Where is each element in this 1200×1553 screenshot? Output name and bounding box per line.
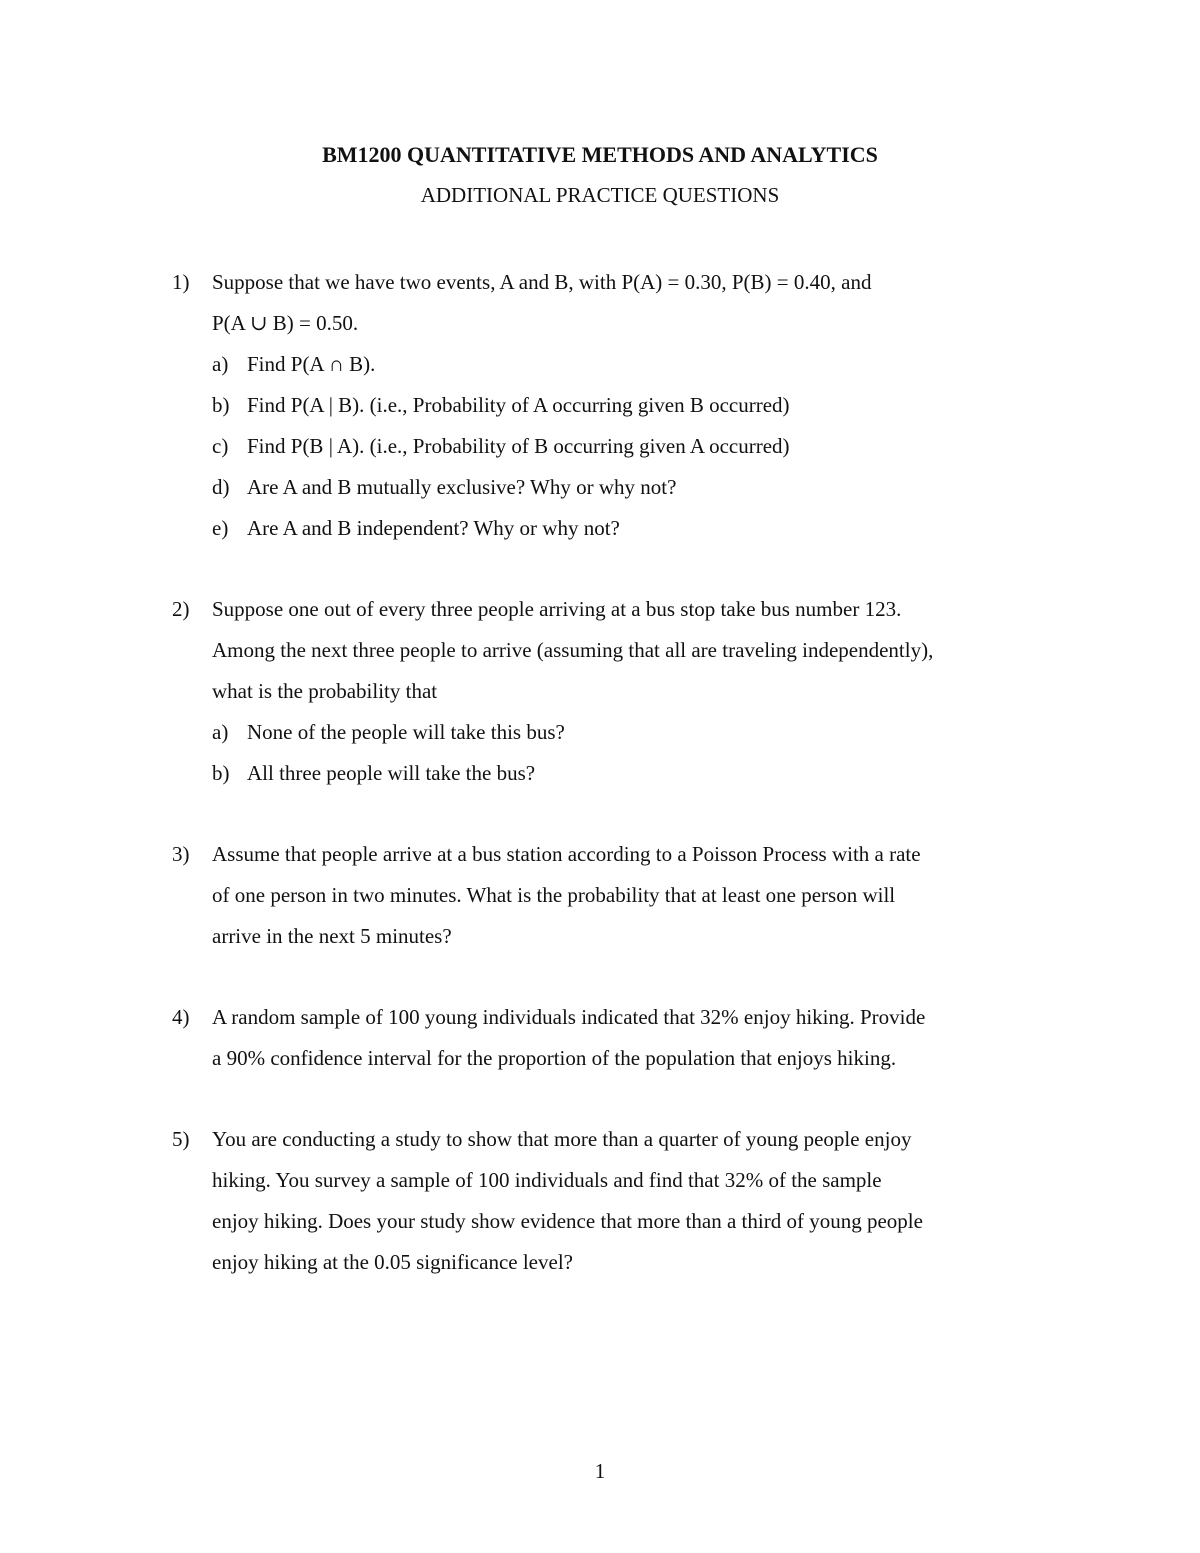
question-3 xyxy=(172,834,1042,957)
question-text-line: Among the next three people to arrive (assuming that all are traveling independently), xyxy=(212,638,934,662)
question-1 xyxy=(172,262,1042,549)
sub-question-text: None of the people will take this bus? xyxy=(247,720,565,744)
sub-question-text: Find P(A ∩ B). xyxy=(247,352,376,376)
question-text-line: a 90% confidence interval for the proportion of the population that enjoys hiking. xyxy=(212,1046,897,1070)
question-number: 3) xyxy=(172,842,190,866)
sub-question xyxy=(212,344,1042,385)
question-body xyxy=(212,997,1042,1079)
question-body xyxy=(212,1119,1042,1283)
question-5 xyxy=(172,1119,1042,1283)
sub-question-text: All three people will take the bus? xyxy=(247,761,536,785)
question-text-line: enjoy hiking at the 0.05 significance level? xyxy=(212,1250,573,1274)
question-text-line: arrive in the next 5 minutes? xyxy=(212,924,452,948)
sub-question xyxy=(212,426,1042,467)
sub-question-label: a) xyxy=(212,352,229,376)
question-text-line: of one person in two minutes. What is the probability that at least one person will xyxy=(212,883,896,907)
question-text-line: what is the probability that xyxy=(212,679,438,703)
sub-question-label: e) xyxy=(212,516,229,540)
sub-question-label: a) xyxy=(212,720,229,744)
question-text-line: Suppose one out of every three people arriving at a bus stop take bus number 123. xyxy=(212,597,902,621)
question-text-line: hiking. You survey a sample of 100 individuals and find that 32% of the sample xyxy=(212,1168,882,1192)
sub-question xyxy=(212,508,1042,549)
sub-question xyxy=(212,753,1042,794)
sub-question-text: Are A and B independent? Why or why not? xyxy=(247,516,620,540)
sub-question-label: d) xyxy=(212,475,230,499)
question-4 xyxy=(172,997,1042,1079)
question-number: 2) xyxy=(172,597,190,621)
sub-question-label: c) xyxy=(212,434,229,458)
question-text-line: Suppose that we have two events, A and B, with P(A) = 0.30, P(B) = 0.40, and xyxy=(212,270,872,294)
sub-question xyxy=(212,385,1042,426)
question-text-line: A random sample of 100 young individuals indicated that 32% enjoy hiking. Provide xyxy=(212,1005,926,1029)
question-text-line: You are conducting a study to show that more than a quarter of young people enjoy xyxy=(212,1127,912,1151)
sub-question-text: Find P(A | B). (i.e., Probability of A occurring given B occurred) xyxy=(247,393,790,417)
document-title: BM1200 QUANTITATIVE METHODS AND ANALYTICS xyxy=(322,142,878,167)
question-text-line: P(A ∪ B) = 0.50. xyxy=(212,311,359,335)
document-subtitle: ADDITIONAL PRACTICE QUESTIONS xyxy=(420,183,780,207)
question-number: 5) xyxy=(172,1127,190,1151)
page-number: 1 xyxy=(594,1459,606,1483)
sub-question-text: Find P(B | A). (i.e., Probability of B occurring given A occurred) xyxy=(247,434,790,458)
question-text-line: enjoy hiking. Does your study show evidence that more than a third of young people xyxy=(212,1209,923,1233)
sub-question xyxy=(212,712,1042,753)
sub-question xyxy=(212,467,1042,508)
sub-question-text: Are A and B mutually exclusive? Why or why not? xyxy=(247,475,677,499)
question-body xyxy=(212,262,1042,549)
question-2 xyxy=(172,589,1042,794)
question-number: 4) xyxy=(172,1005,190,1029)
sub-question-label: b) xyxy=(212,761,230,785)
question-body xyxy=(212,834,1042,957)
question-number: 1) xyxy=(172,270,190,294)
question-body xyxy=(212,589,1042,794)
question-text-line: Assume that people arrive at a bus station according to a Poisson Process with a rate xyxy=(212,842,921,866)
sub-question-label: b) xyxy=(212,393,230,417)
question-list xyxy=(172,262,1042,1323)
